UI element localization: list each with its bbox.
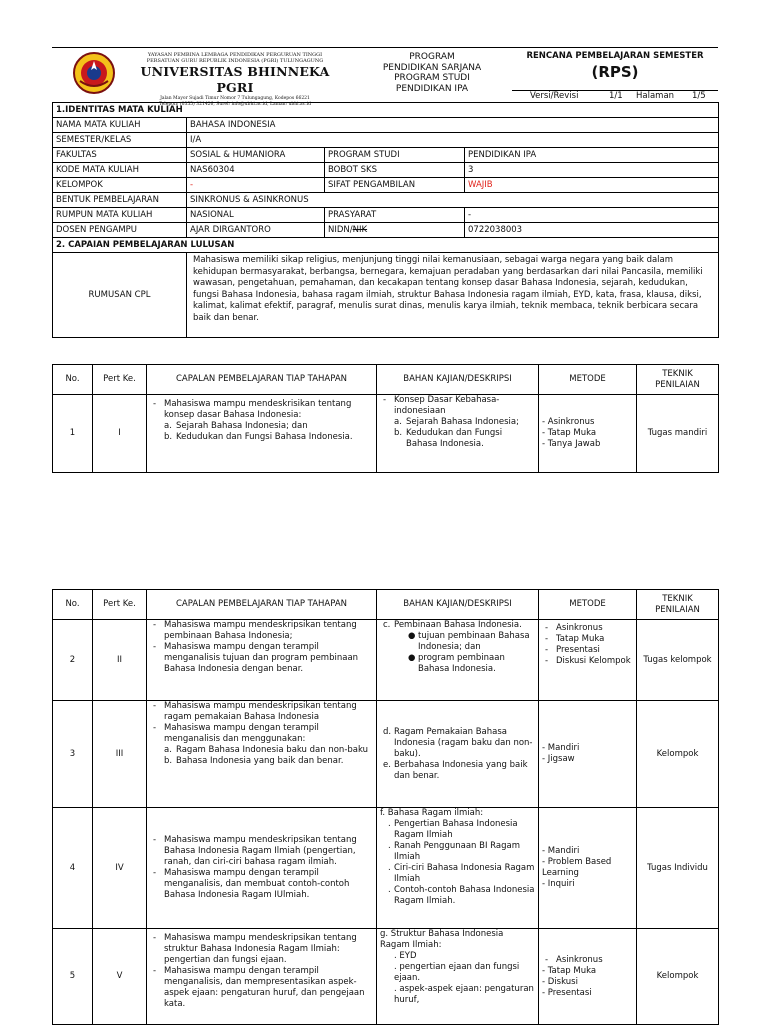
alpha-marker: b. xyxy=(394,428,403,438)
rps-title: RENCANA PEMBELAJARAN SEMESTER xyxy=(526,51,704,61)
row-number: 4 xyxy=(53,808,93,929)
list-item: Berbahasa Indonesia yang baik dan benar. xyxy=(394,759,528,781)
list-item: - Mandiri xyxy=(542,743,580,753)
col-header-capaian: CAPALAN PEMBELAJARAN TIAP TAHAPAN xyxy=(147,590,377,620)
university-address: Jalan Mayor Sujadi Timur Nomor 7 Tulungagung, Kodepos 66221 xyxy=(160,96,310,101)
list-item: Mahasiswa mampu dengan terampil menganalisis tujuan dan program pembinaan Bahasa Indonesia dengan benar. xyxy=(164,642,359,674)
university-contact: Telepon: (0355) 321426, Surel: info@ubhi.ac.id, Laman: ubhi.ac.id xyxy=(158,101,311,107)
meeting-number: IV xyxy=(93,808,147,929)
col-header-no: No. xyxy=(53,590,93,620)
foundation-line-1: YAYASAN PEMBINA LEMBAGA PENDIDIKAN PERGURUAN TINGGI xyxy=(147,52,323,58)
list-item: Mahasiswa mampu mendeskrisikan tentang konsep dasar Bahasa Indonesia: xyxy=(164,399,352,420)
list-item: Mahasiswa mampu mendeskripsikan tentang struktur Bahasa Indonesia Ragam Ilmiah: pengertian dan fungsi ejaan. xyxy=(164,933,357,965)
institution-header xyxy=(120,52,350,107)
learning-plan-table-1 xyxy=(52,364,719,473)
capaian-cell xyxy=(147,395,377,473)
col-header-pert: Pert Ke. xyxy=(93,365,147,395)
list-heading: f. Bahasa Ragam ilmiah: xyxy=(380,808,484,818)
dash-marker: - xyxy=(153,701,157,711)
list-item: tujuan pembinaan Bahasa Indonesia; dan xyxy=(418,631,530,652)
alpha-marker: a. xyxy=(164,745,172,755)
capaian-cell xyxy=(147,808,377,929)
list-item: Mahasiswa mampu dengan terampil menganalisis, dan membuat contoh-contoh Bahasa Indonesia Ragam IUlmiah. xyxy=(164,868,350,900)
program-block xyxy=(372,52,492,94)
col-header-bahan: BAHAN KAJIAN/DESKRIPSI xyxy=(377,590,539,620)
bahan-cell xyxy=(377,395,539,473)
row-number: 1 xyxy=(53,395,93,473)
dash-marker: - xyxy=(545,623,549,633)
field-label: RUMPUN MATA KULIAH xyxy=(53,208,187,223)
list-item: Presentasi xyxy=(556,645,600,655)
list-item: . aspek-aspek ejaan: pengaturan huruf, xyxy=(394,984,534,1005)
meeting-number: V xyxy=(93,929,147,1025)
list-item: Asinkronus xyxy=(556,954,603,965)
nik-label-struck: NIK xyxy=(352,224,368,235)
dash-marker: - xyxy=(153,933,157,943)
row-number: 3 xyxy=(53,701,93,808)
bullet-dot-icon: ● xyxy=(408,653,416,663)
capaian-cell xyxy=(147,929,377,1025)
field-value: SOSIAL & HUMANIORA xyxy=(187,148,325,163)
col-header-capaian: CAPALAN PEMBELAJARAN TIAP TAHAPAN xyxy=(147,365,377,395)
course-identity-table xyxy=(52,102,719,338)
list-item: Ragam Bahasa Indonesia baku dan non-baku xyxy=(176,745,369,755)
meeting-number: II xyxy=(93,620,147,701)
bullet-dot-icon: ● xyxy=(408,631,416,641)
learning-plan-table-2 xyxy=(52,589,719,1025)
alpha-marker: e. xyxy=(383,759,391,770)
field-value: PENDIDIKAN IPA xyxy=(465,148,719,163)
alpha-marker: a. xyxy=(394,417,402,427)
dot-marker: . xyxy=(388,819,391,829)
section-heading-identitas: 1.IDENTITAS MATA KULIAH xyxy=(53,103,719,118)
bahan-cell xyxy=(377,929,539,1025)
list-item: Diskusi Kelompok xyxy=(556,656,631,666)
field-label: FAKULTAS xyxy=(53,148,187,163)
dash-marker: - xyxy=(153,723,157,733)
row-number: 2 xyxy=(53,620,93,701)
col-header-teknik: TEKNIK PENILAIAN xyxy=(637,365,719,395)
list-item: Kedudukan dan Fungsi Bahasa Indonesia. xyxy=(176,432,353,442)
table-row xyxy=(53,929,719,1025)
dash-marker: - xyxy=(153,835,157,845)
assessment-cell: Tugas kelompok xyxy=(637,620,719,701)
capaian-cell xyxy=(147,620,377,701)
list-item: - Mandiri xyxy=(542,846,580,856)
list-item: - Asinkronus xyxy=(542,417,595,427)
list-item: Sejarah Bahasa Indonesia; xyxy=(406,417,519,427)
program-line: PENDIDIKAN IPA xyxy=(395,83,469,94)
alpha-marker: a. xyxy=(164,421,172,431)
cpl-text: Mahasiswa memiliki sikap religius, menjunjung tinggi nilai kemanusiaan, sebagai warga negara yang baik dalam kehidupan bermasyarakat, berbangsa, bernegara, kemajuan peradaban yang berdasarkan dari nilai Pancasila, memiliki wawasan, pengetahuan, pemahaman, dan kecakapan tentang konsep dasar Bahasa Indonesia, sejarah, kedudukan, fungsi Bahasa Indonesia, bahasa ragam ilmiah, struktur Bahasa Indonesia ragam ilmiah, EYD, kata, frasa, klausa, diksi, kalimat, kalimat efektif, paragraf, menulis surat dinas, menulis karya ilmiah, teknik membaca, teknik berbicara secara baik dan benar. xyxy=(187,253,719,338)
capaian-cell xyxy=(147,701,377,808)
meeting-number: III xyxy=(93,701,147,808)
assessment-cell: Kelompok xyxy=(637,701,719,808)
dot-marker: . xyxy=(388,885,391,895)
metode-cell xyxy=(539,701,637,808)
list-item: Asinkronus xyxy=(556,623,603,633)
list-item: Contoh-contoh Bahasa Indonesia Ragam Ilmiah. xyxy=(394,885,535,906)
field-label: PROGRAM STUDI xyxy=(325,148,465,163)
list-item: Konsep Dasar Kebahasa-indonesiaan xyxy=(394,395,500,416)
list-item: - Problem Based Learning xyxy=(542,857,612,878)
dash-marker: - xyxy=(153,966,157,976)
field-value: BAHASA INDONESIA xyxy=(187,118,719,133)
header-top-rule xyxy=(52,47,718,48)
col-header-no: No. xyxy=(53,365,93,395)
list-heading: g. Struktur Bahasa Indonesia Ragam Ilmiah: xyxy=(380,929,504,950)
table-row xyxy=(53,701,719,808)
field-value: NASIONAL xyxy=(187,208,325,223)
list-item: Mahasiswa mampu mendeskripsikan tentang Bahasa Indonesia Ragam Ilmiah (pengertian, ranah, dan ciri-ciri bahasa ragam ilmiah. xyxy=(164,835,357,867)
assessment-cell: Tugas mandiri xyxy=(637,395,719,473)
col-header-bahan: BAHAN KAJIAN/DESKRIPSI xyxy=(377,365,539,395)
list-item: Ragam Pemakaian Bahasa Indonesia (ragam baku dan non-baku). xyxy=(394,726,533,759)
col-header-metode: METODE xyxy=(539,365,637,395)
list-item: - Tatap Muka xyxy=(542,965,597,976)
field-label: KODE MATA KULIAH xyxy=(53,163,187,178)
meeting-number: I xyxy=(93,395,147,473)
field-label: SIFAT PENGAMBILAN xyxy=(325,178,465,193)
program-line: PROGRAM xyxy=(409,52,455,62)
dash-marker: - xyxy=(545,656,549,666)
table-row xyxy=(53,808,719,929)
col-header-metode: METODE xyxy=(539,590,637,620)
alpha-marker: d. xyxy=(383,726,392,737)
field-label: BENTUK PEMBELAJARAN xyxy=(53,193,187,208)
dash-marker: - xyxy=(153,620,157,630)
versi-label: Versi/Revisi xyxy=(530,91,579,101)
dash-marker: - xyxy=(545,634,549,644)
versi-value: 1/1 xyxy=(609,91,623,101)
field-value: SINKRONUS & ASINKRONUS xyxy=(187,193,719,208)
field-label xyxy=(325,223,465,238)
assessment-cell: Tugas Individu xyxy=(637,808,719,929)
list-item: Ciri-ciri Bahasa Indonesia Ragam Ilmiah xyxy=(394,863,535,884)
program-line: PENDIDIKAN SARJANA xyxy=(382,62,482,73)
col-header-pert: Pert Ke. xyxy=(93,590,147,620)
field-value: - xyxy=(465,208,719,223)
list-item: - Jigsaw xyxy=(542,754,575,764)
list-item: Kedudukan dan Fungsi Bahasa Indonesia. xyxy=(406,428,503,449)
list-item: Mahasiswa mampu dengan terampil menganalisis dan menggunakan: xyxy=(164,723,319,744)
metode-cell xyxy=(539,808,637,929)
list-item: - Tanya Jawab xyxy=(542,439,601,449)
halaman-value: 1/5 xyxy=(692,91,706,101)
field-label: PRASYARAT xyxy=(325,208,465,223)
alpha-marker: b. xyxy=(164,432,173,442)
dash-marker: - xyxy=(545,645,549,655)
bahan-cell xyxy=(377,701,539,808)
list-item: Tatap Muka xyxy=(556,634,605,644)
field-label: DOSEN PENGAMPU xyxy=(53,223,187,238)
list-item: Pengertian Bahasa Indonesia Ragam Ilmiah xyxy=(394,819,518,840)
list-item: Mahasiswa mampu mendeskripsikan tentang pembinaan Bahasa Indonesia; xyxy=(164,620,357,641)
rps-abbreviation: (RPS) xyxy=(591,63,639,81)
field-value: 3 xyxy=(465,163,719,178)
list-item: Mahasiswa mampu dengan terampil menganalisis, dan mempresentasikan aspek-aspek ejaan: pengaturan huruf, dan pengejaan kata. xyxy=(164,966,365,1009)
list-item: Sejarah Bahasa Indonesia; dan xyxy=(176,421,308,431)
alpha-marker: c. xyxy=(383,620,391,630)
field-value: - xyxy=(187,178,325,193)
field-label: KELOMPOK xyxy=(53,178,187,193)
assessment-cell: Kelompok xyxy=(637,929,719,1025)
field-value: NAS60304 xyxy=(187,163,325,178)
table-row xyxy=(53,395,719,473)
dot-marker: . xyxy=(388,841,391,851)
alpha-marker: b. xyxy=(164,756,173,766)
list-item: . pengertian ejaan dan fungsi ejaan. xyxy=(394,962,520,983)
field-label: BOBOT SKS xyxy=(325,163,465,178)
field-label: NAMA MATA KULIAH xyxy=(53,118,187,133)
list-item: - Tatap Muka xyxy=(542,428,597,438)
field-value: I/A xyxy=(187,133,719,148)
bahan-cell xyxy=(377,620,539,701)
halaman-label: Halaman xyxy=(636,91,675,101)
rps-title-block xyxy=(512,51,718,82)
list-item: - Diskusi xyxy=(542,976,578,987)
section-heading-cpl: 2. CAPAIAN PEMBELAJARAN LULUSAN xyxy=(53,238,719,253)
foundation-line-2: PERSATUAN GURU REPUBLIK INDONESIA (PGRI) TULUNGAGUNG xyxy=(146,58,324,64)
field-label: SEMESTER/KELAS xyxy=(53,133,187,148)
university-name: UNIVERSITAS BHINNEKA PGRI xyxy=(140,64,330,95)
dash-marker: - xyxy=(153,868,157,878)
bahan-cell xyxy=(377,808,539,929)
metode-cell xyxy=(539,620,637,701)
nidn-label: NIDN/ xyxy=(328,224,353,235)
list-item: - Inquiri xyxy=(542,879,575,889)
dash-marker: - xyxy=(153,642,157,652)
university-logo xyxy=(72,51,116,95)
dot-marker: . xyxy=(388,863,391,873)
field-value: WAJIB xyxy=(465,178,719,193)
dash-marker: - xyxy=(153,399,157,409)
dash-marker: - xyxy=(545,954,549,965)
list-item: program pembinaan Bahasa Indonesia. xyxy=(418,653,505,674)
table-row xyxy=(53,620,719,701)
program-line: PROGRAM STUDI xyxy=(394,73,470,83)
list-item: Mahasiswa mampu mendeskripsikan tentang ragam pemakaian Bahasa Indonesia xyxy=(164,701,357,722)
list-item: - Presentasi xyxy=(542,987,592,998)
list-item: Pembinaan Bahasa Indonesia. xyxy=(394,620,522,630)
field-value: 0722038003 xyxy=(465,223,719,238)
row-number: 5 xyxy=(53,929,93,1025)
metode-cell xyxy=(539,929,637,1025)
list-item: . EYD xyxy=(394,951,417,961)
list-item: Ranah Penggunaan BI Ragam Ilmiah xyxy=(394,841,520,862)
col-header-teknik: TEKNIK PENILAIAN xyxy=(637,590,719,620)
dash-marker: - xyxy=(383,395,387,405)
cpl-label: RUMUSAN CPL xyxy=(53,253,187,338)
field-value: AJAR DIRGANTORO xyxy=(187,223,325,238)
list-item: Bahasa Indonesia yang baik dan benar. xyxy=(176,756,344,766)
metode-cell xyxy=(539,395,637,473)
